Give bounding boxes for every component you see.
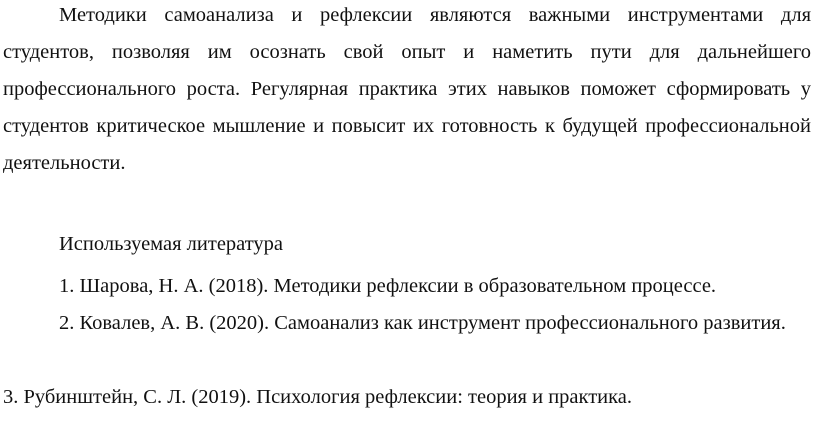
references-heading: Используемая литература (59, 233, 284, 255)
body-paragraph: Методики самоанализа и рефлексии являются важными инструментами для студентов, позволяя им осознать свой опыт и наметить пути для дальнейшего профессионального роста. Регулярная практика этих навыков поможет сформировать у студентов критическое мышление и повысит их готовность к будущей профессиональной деятельности. (3, 4, 811, 174)
reference-item-3: 3. Рубинштейн, С. Л. (2019). Психология рефлексии: теория и практика. (3, 386, 633, 408)
reference-item-1: 1. Шарова, Н. А. (2018). Методики рефлексии в образовательном процессе. (59, 275, 717, 297)
reference-item-2: 2. Ковалев, А. В. (2020). Самоанализ как инструмент профессионального развития. (59, 312, 786, 334)
